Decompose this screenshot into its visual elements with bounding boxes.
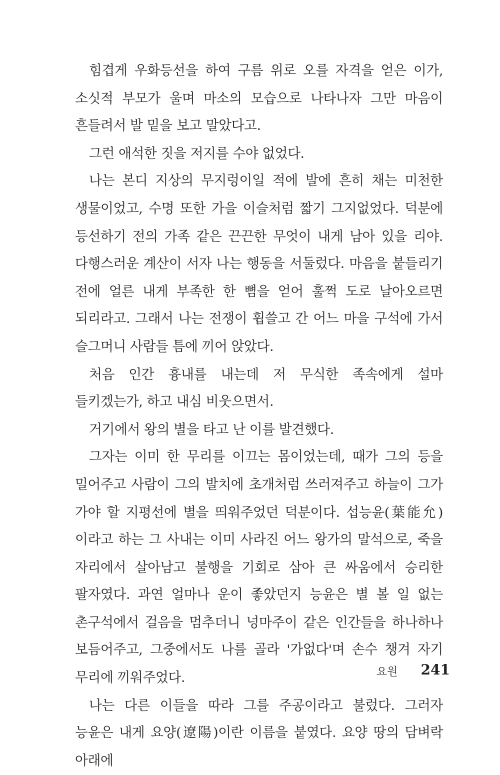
paragraph: 힘겹게 우화등선을 하여 구름 위로 오를 자격을 얻은 이가, 소싯적 부모가 울며 마소의 모습으로 나타나자 그만 마음이 흔들려서 발 밑을 보고 말았다고. [75, 64, 443, 135]
paragraph: 나는 다른 이들을 따라 그를 주공이라고 불렀다. 그러자 능윤은 내게 요양(遼陽)이란 이름을 붙였다. 요양 땅의 담벼락 아래에 [75, 698, 443, 769]
paragraph: 거기에서 왕의 별을 타고 난 이를 발견했다. [89, 422, 334, 438]
paragraph: 처음 인간 흉내를 내는데 저 무식한 족속에게 설마 들키겠는가, 하고 내심 비웃으면서. [75, 367, 443, 411]
page-number: 241 [420, 662, 450, 679]
page-footer [0, 660, 450, 679]
paragraph: 나는 본디 지상의 무지렁이일 적에 발에 흔히 채는 미천한 생물이었고, 수명 또한 가을 이슬처럼 짧기 그지없었다. 덕분에 등선하기 전의 가족 같은 끈끈한 무엇이 내게 남아 있을 리야. 다행스러운 계산이 서자 나는 행동을 서둘렀다. 마음을 붙들리기 전에 얼른 내게 부족한 한 뼘을 얻어 훌쩍 도로 날아오르면 되리라고. 그래서 나는 전쟁이 휩쓸고 간 어느 마을 구석에 가서 슬그머니 사람들 틈에 끼어 앉았다. [75, 174, 443, 355]
running-head: 요원 [376, 664, 398, 678]
paragraph: 그런 애석한 짓을 저지를 수야 없었다. [89, 146, 305, 162]
paragraph: 그자는 이미 한 무리를 이끄는 몸이었는데, 때가 그의 등을 밀어주고 사람이 그의 발치에 초개처럼 쓰러져주고 하늘이 그가 가야 할 지평선에 별을 띄워주었던 덕분이다. 섭능윤(葉能允)이라고 하는 그 사내는 이미 사라진 어느 왕가의 말석으로, 죽을 자리에서 살아남고 불행을 기회로 삼아 큰 싸움에서 승리한 팔자였다. 과연 얼마나 운이 좋았던지 능윤은 별 볼 일 없는 촌구석에서 걸음을 멈추더니 넝마주이 같은 인간들을 하나하나 보듬어주고, 그중에서도 나를 골라 '가없다'며 손수 챙겨 자기 무리에 끼워주었다. [75, 450, 443, 687]
